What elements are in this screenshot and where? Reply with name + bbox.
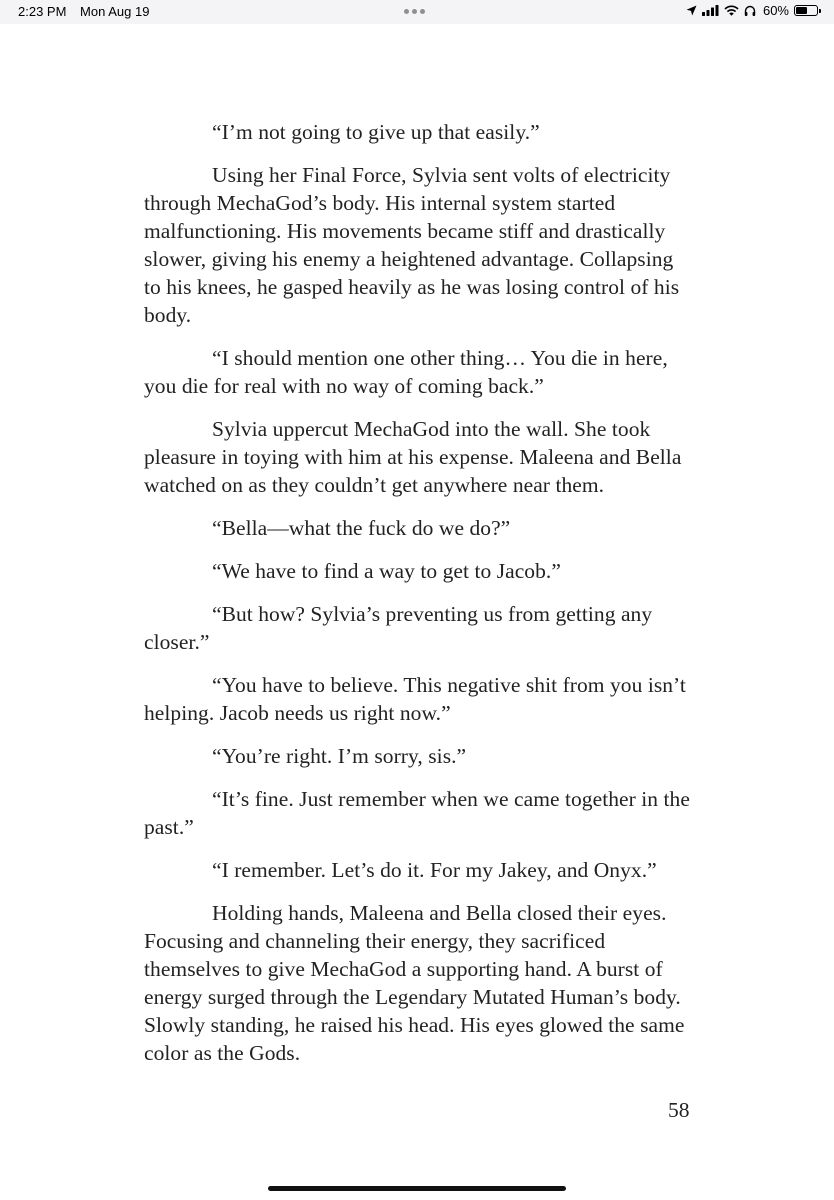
status-date: Mon Aug 19: [80, 4, 150, 19]
battery-percent: 60%: [762, 3, 789, 18]
paragraph: “I remember. Let’s do it. For my Jakey, and Onyx.”: [212, 858, 657, 882]
paragraph: “I should mention one other thing… You die in here, you die for real with no way of coming back.”: [144, 346, 668, 398]
book-page-text: [144, 118, 690, 1082]
paragraph: “You’re right. I’m sorry, sis.”: [212, 744, 467, 768]
paragraph: “You have to believe. This negative shit from you isn’t helping. Jacob needs us right now.”: [144, 673, 686, 725]
status-time: 2:23 PM: [18, 4, 67, 19]
paragraph: “I’m not going to give up that easily.”: [212, 120, 540, 144]
battery-icon: [794, 5, 818, 16]
cellular-signal-icon: [702, 5, 719, 16]
paragraph: Using her Final Force, Sylvia sent volts of electricity through MechaGod’s body. His internal system started malfunctioning. His movements became stiff and drastically slower, giving his enemy a heightened advantage. Collapsing to his knees, he gasped heavily as he was losing control of his body.: [144, 163, 680, 327]
paragraph: Sylvia uppercut MechaGod into the wall. She took pleasure in toying with him at his expense. Maleena and Bella watched on as they couldn’t get anywhere near them.: [144, 417, 682, 497]
paragraph: “It’s fine. Just remember when we came together in the past.”: [144, 787, 690, 839]
multitasking-dots-icon[interactable]: [404, 9, 430, 15]
headphones-icon: [744, 5, 756, 17]
status-left: [18, 4, 159, 19]
page-number: 58: [668, 1098, 690, 1122]
wifi-icon: [724, 5, 739, 16]
status-bar: [0, 0, 834, 24]
paragraph: “We have to find a way to get to Jacob.”: [212, 559, 561, 583]
home-indicator[interactable]: [268, 1186, 566, 1191]
paragraph: “Bella—what the fuck do we do?”: [212, 516, 511, 540]
location-arrow-icon: [686, 5, 697, 16]
battery-fill: [796, 7, 807, 14]
paragraph: Holding hands, Maleena and Bella closed their eyes. Focusing and channeling their energy, they sacrificed themselves to give MechaGod a supporting hand. A burst of energy surged through the Legendary Mutated Human’s body. Slowly standing, he raised his head. His eyes glowed the same color as the Gods.: [144, 901, 685, 1065]
paragraph: “But how? Sylvia’s preventing us from getting any closer.”: [144, 602, 653, 654]
status-right: [686, 3, 818, 18]
